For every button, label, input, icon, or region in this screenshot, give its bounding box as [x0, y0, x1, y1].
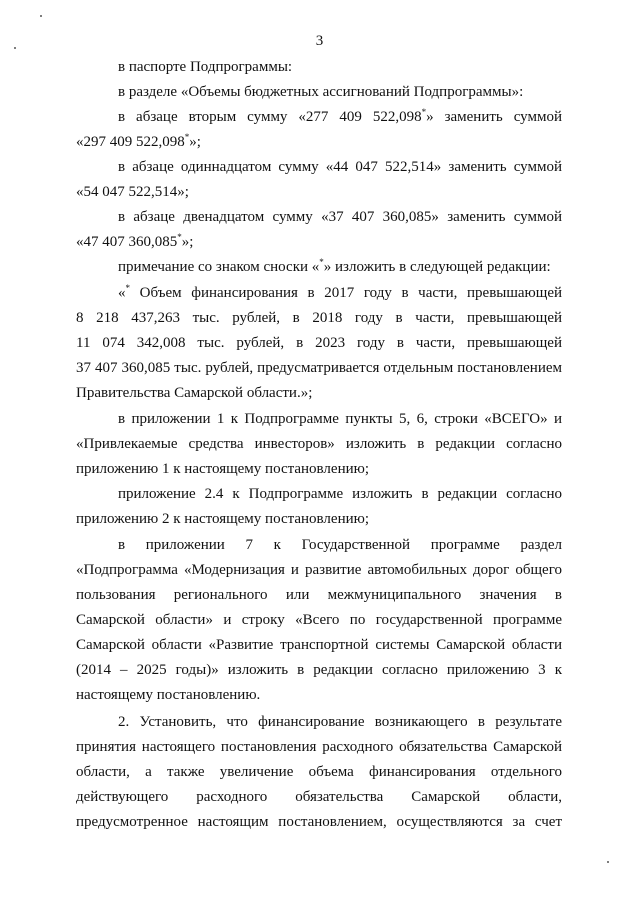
text-line	[118, 57, 562, 77]
text-line	[118, 712, 562, 732]
text-segment: 2. Установить, что финансирование возникающего в результате	[118, 714, 562, 730]
text-segment: в разделе «Объемы бюджетных ассигнований Подпрограммы»:	[118, 84, 524, 100]
text-segment: «297 409 522,098	[76, 134, 185, 150]
text-segment: «	[118, 285, 126, 301]
text-line	[118, 484, 562, 504]
scan-speck	[40, 15, 42, 17]
text-segment: Самарской области» и строку «Всего по государственной программе	[76, 612, 562, 628]
text-line	[76, 182, 562, 202]
text-line	[76, 560, 562, 580]
text-segment: »;	[189, 134, 201, 150]
text-segment: в приложении 7 к Государственной программе раздел	[118, 537, 562, 553]
footnote-mark: *	[184, 132, 190, 142]
text-segment: «54 047 522,514»;	[76, 184, 189, 200]
text-segment: области, а также увеличение объема финансирования отдельного	[76, 764, 562, 780]
text-segment: » изложить в следующей редакции:	[323, 259, 551, 275]
text-line	[76, 812, 562, 832]
text-line	[118, 107, 562, 127]
text-line	[76, 333, 562, 353]
text-segment: в паспорте Подпрограммы:	[118, 59, 293, 75]
text-segment: принятия настоящего постановления расходного обязательства Самарской	[76, 739, 562, 755]
text-segment: примечание со знаком сноски «	[118, 259, 320, 275]
text-segment: »;	[181, 234, 194, 250]
text-segment: в абзаце двенадцатом сумму «37 407 360,085» заменить суммой	[118, 209, 562, 225]
text-segment: Самарской области «Развитие транспортной системы Самарской области	[76, 637, 562, 653]
footnote-mark: *	[177, 232, 182, 242]
text-segment: в абзаце вторым сумму «277 409 522,098	[118, 109, 422, 125]
text-line	[76, 459, 562, 479]
footnote-mark: *	[125, 283, 130, 293]
text-line	[76, 132, 562, 152]
text-segment: предусмотренное настоящим постановлением, осуществляются за счет	[76, 814, 562, 830]
text-line	[118, 535, 562, 555]
footnote-mark: *	[421, 107, 427, 117]
text-line	[76, 787, 562, 807]
text-line	[118, 409, 562, 429]
text-segment: » заменить суммой	[426, 109, 562, 125]
text-line	[76, 358, 562, 378]
text-segment: действующего расходного обязательства Самарской области,	[76, 789, 562, 805]
text-line	[118, 283, 562, 303]
text-segment: настоящему постановлению.	[76, 687, 261, 703]
text-segment: «Подпрограмма «Модернизация и развитие автомобильных дорог общего	[76, 562, 562, 578]
text-segment: приложение 2.4 к Подпрограмме изложить в редакции согласно	[118, 486, 562, 502]
text-line	[76, 308, 562, 328]
text-line	[76, 232, 562, 252]
text-segment: «Привлекаемые средства инвесторов» изложить в редакции согласно	[76, 436, 562, 452]
text-line	[118, 82, 562, 102]
text-line	[118, 157, 562, 177]
footnote-mark: *	[319, 257, 324, 267]
text-segment: приложению 1 к настоящему постановлению;	[76, 461, 369, 477]
text-line	[118, 207, 562, 227]
text-segment: в приложении 1 к Подпрограмме пункты 5, 6, строки «ВСЕГО» и	[118, 411, 562, 427]
text-line	[76, 383, 562, 403]
text-segment: пользования регионального или межмуниципального значения в	[76, 587, 562, 603]
page-number: 3	[315, 33, 324, 49]
text-segment: Объем финансирования в 2017 году в части, превышающей	[130, 285, 562, 301]
scan-speck	[607, 861, 609, 863]
text-segment: 8 218 437,263 тыс. рублей, в 2018 году в части, превышающей	[76, 310, 562, 326]
text-segment: Правительства Самарской области.»;	[76, 385, 313, 401]
text-line	[76, 585, 562, 605]
text-segment: приложению 2 к настоящему постановлению;	[76, 511, 369, 527]
text-segment: в абзаце одиннадцатом сумму «44 047 522,514» заменить суммой	[118, 159, 562, 175]
text-line	[76, 685, 562, 705]
text-segment: 37 407 360,085 тыс. рублей, предусматривается отдельным постановлением	[76, 360, 562, 376]
text-segment: (2014 – 2025 годы)» изложить в редакции согласно приложению 3 к	[76, 662, 562, 678]
text-line	[76, 660, 562, 680]
text-segment: 11 074 342,008 тыс. рублей, в 2023 году в части, превышающей	[76, 335, 562, 351]
text-line	[76, 762, 562, 782]
text-line	[76, 610, 562, 630]
text-line	[118, 257, 562, 277]
scan-speck	[14, 47, 16, 49]
text-line	[76, 509, 562, 529]
text-line	[76, 737, 562, 757]
text-segment: «47 407 360,085	[76, 234, 178, 250]
text-line	[76, 434, 562, 454]
text-line	[76, 635, 562, 655]
